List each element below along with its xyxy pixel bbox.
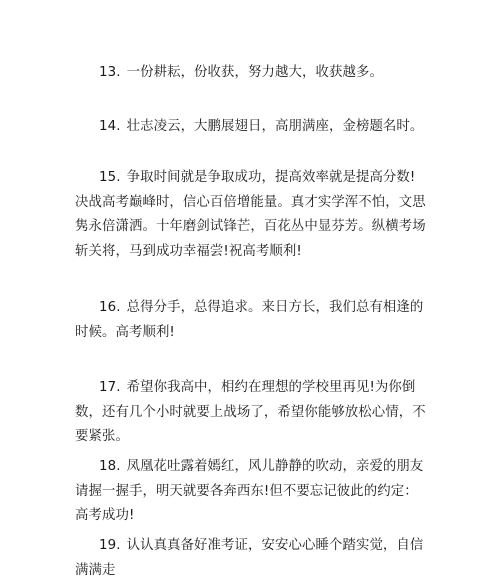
paragraph-15 [75, 166, 443, 264]
paragraph-number: 13. [99, 65, 121, 80]
paragraph-number: 19. [99, 538, 121, 553]
paragraph-number: 14. [99, 119, 121, 134]
paragraph-text: 希望你我高中，相约在理想的学校里再见!为你倒数，还有几个小时就要上战场了，希望你能够放松心情，不要紧张。 [75, 380, 426, 444]
paragraph-14 [75, 115, 430, 140]
paragraph-number: 16. [99, 300, 121, 315]
paragraph-18 [75, 455, 430, 529]
paragraph-text: 壮志凌云，大鹏展翅日，高朋满座，金榜题名时。 [126, 119, 424, 134]
paragraph-text: 认认真真备好准考证，安安心心睡个踏实觉，自信满满走 [75, 538, 424, 578]
paragraph-16 [75, 296, 430, 345]
paragraph-text: 总得分手，总得追求。来日方长，我们总有相逢的时候。高考顺利! [75, 300, 424, 340]
paragraph-text: 一份耕耘，份收获，努力越大，收获越多。 [126, 65, 383, 80]
paragraph-text: 凤凰花吐露着嫣红，风儿静静的吹动，亲爱的朋友请握一握手，明天就要各奔西东!但不要忘记彼此的约定：高考成功! [75, 459, 424, 523]
paragraph-number: 15. [99, 170, 121, 185]
paragraph-13 [75, 61, 430, 86]
paragraph-number: 17. [99, 380, 121, 395]
paragraph-17 [75, 376, 430, 450]
paragraph-19 [75, 534, 430, 583]
paragraph-number: 18. [99, 459, 121, 474]
paragraph-text: 争取时间就是争取成功，提高效率就是提高分数! 决战高考巅峰时，信心百倍增能量。真才实学浑不怕，文思隽永倍潇洒。十年磨剑试锋芒，百花丛中显芬芳。纵横考场斩关将，马到成功幸福尝!祝高考顺利! [75, 170, 443, 259]
